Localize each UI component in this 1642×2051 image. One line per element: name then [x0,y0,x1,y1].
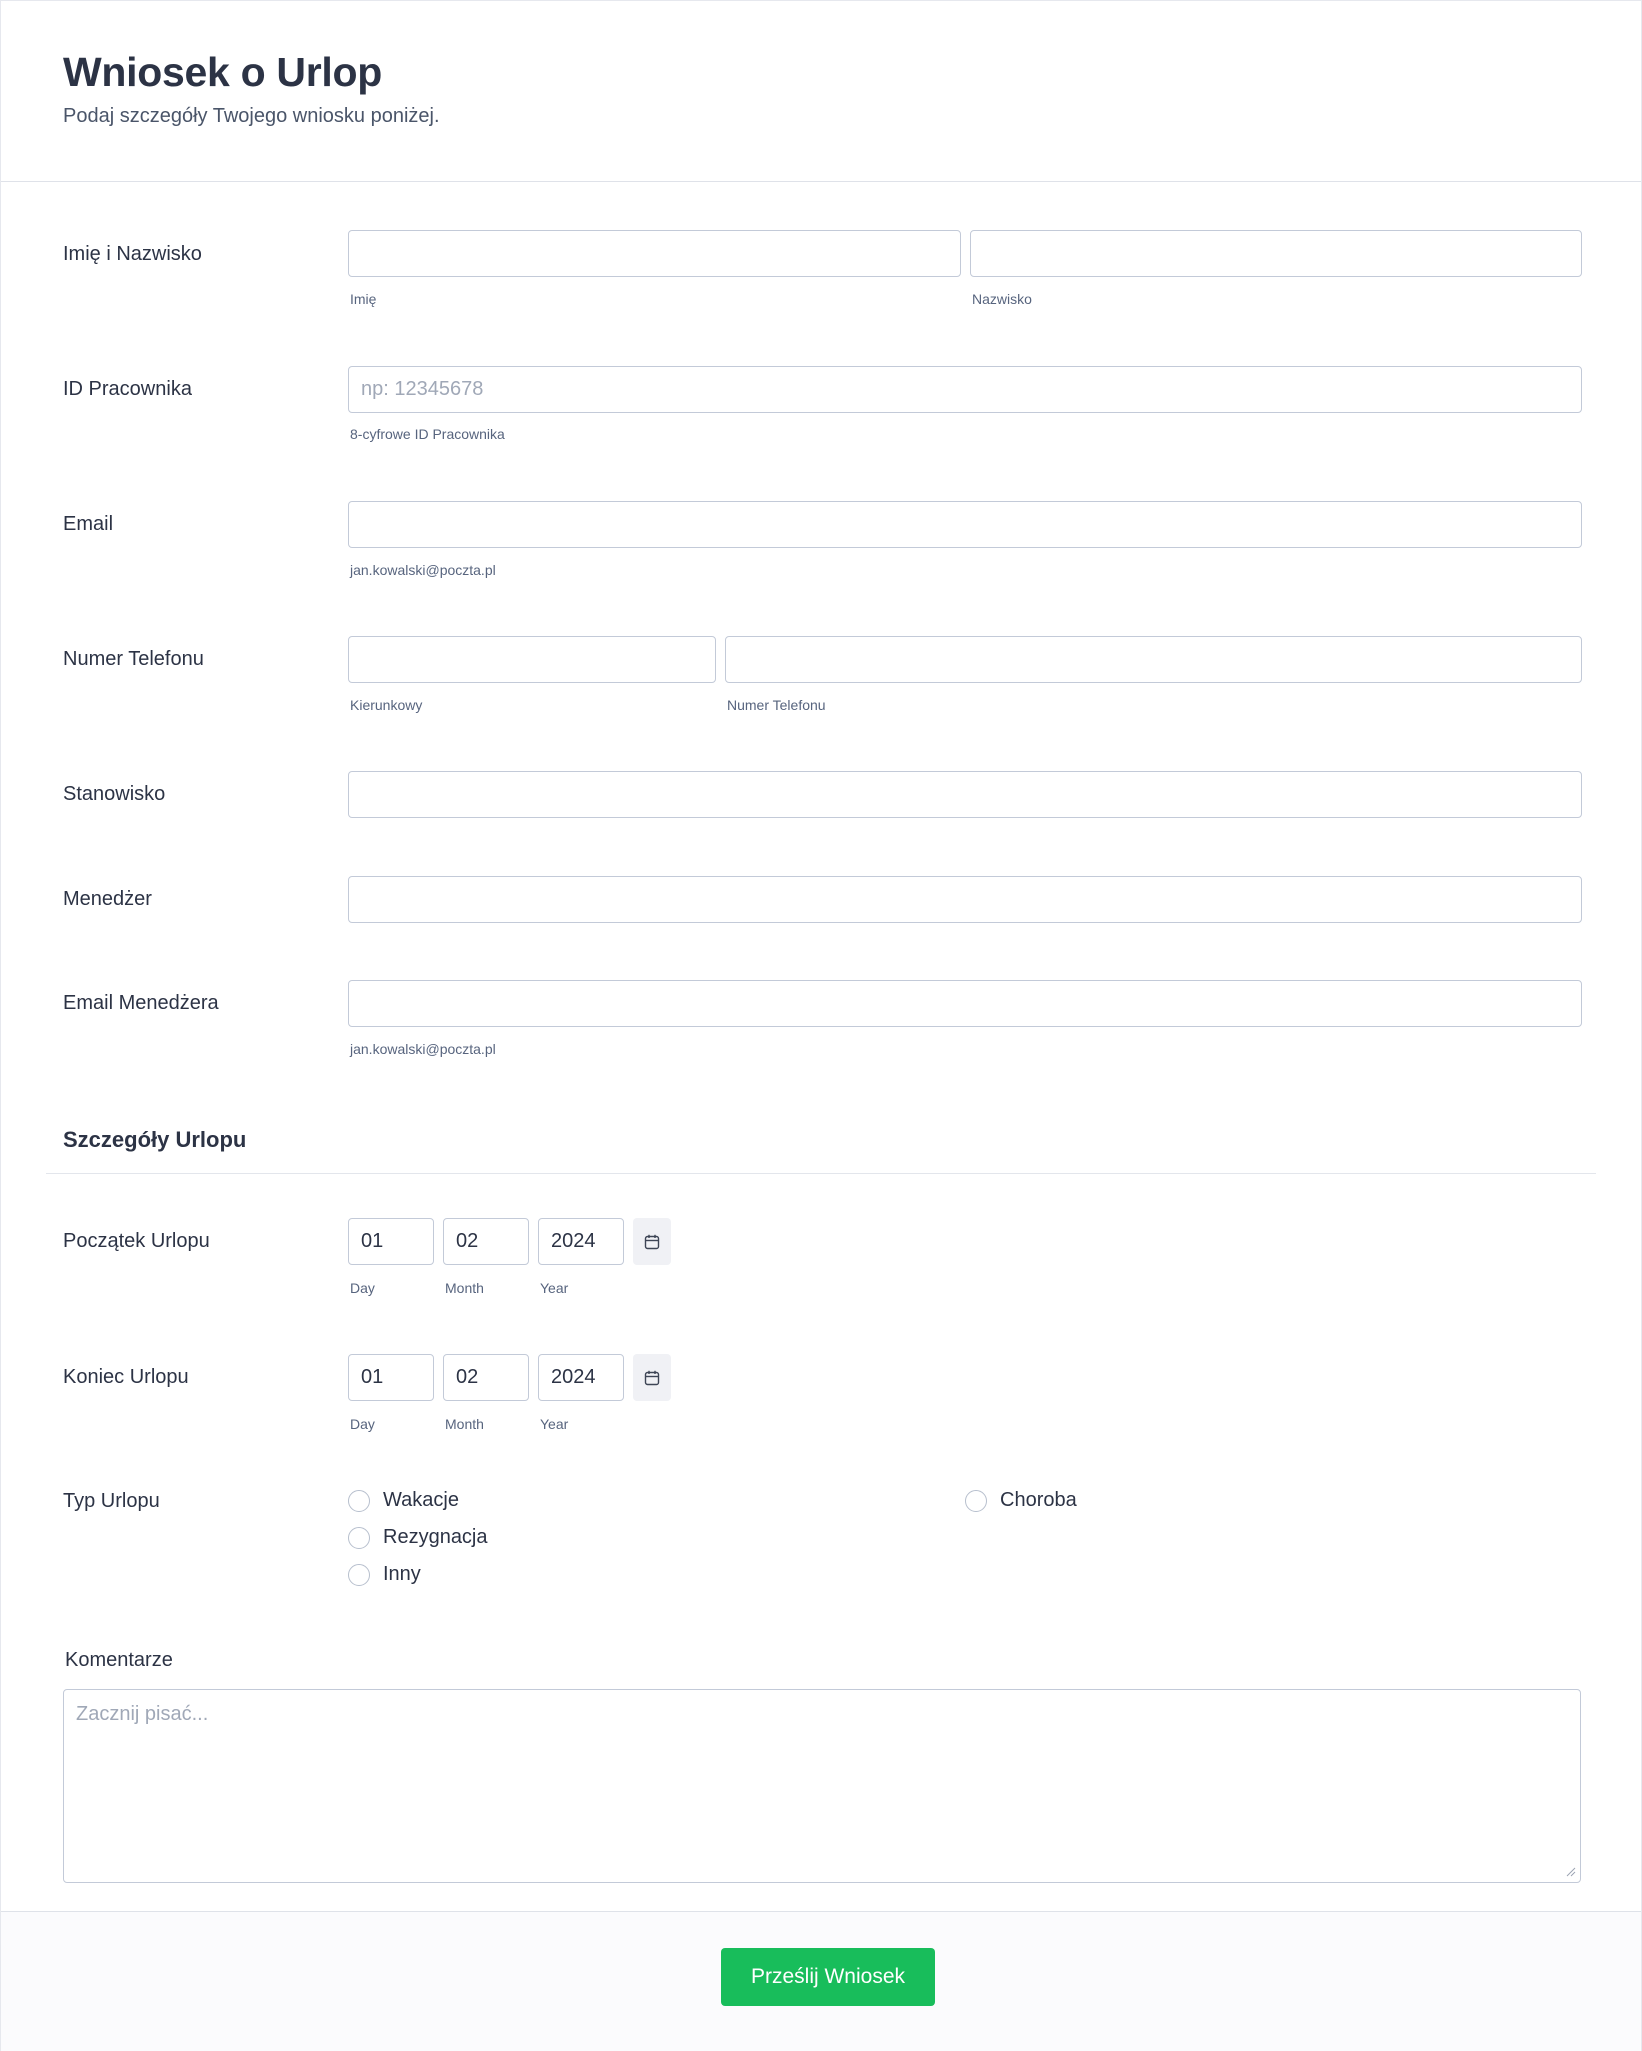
first-name-sublabel: Imię [350,291,377,307]
leave-end-year-input[interactable]: 2024 [538,1354,624,1401]
leave-end-day-sublabel: Day [350,1416,375,1432]
leave-start-year-input[interactable]: 2024 [538,1218,624,1265]
radio-circle-icon[interactable] [348,1564,370,1586]
manager-email-label: Email Menedżera [63,992,219,1014]
last-name-sublabel: Nazwisko [972,291,1032,307]
calendar-icon[interactable] [633,1354,671,1401]
calendar-icon-glyph [644,1234,660,1250]
employee-id-label: ID Pracownika [63,378,192,400]
manager-email-sublabel: jan.kowalski@poczta.pl [350,1041,496,1057]
first-name-input[interactable] [348,230,961,277]
employee-id-input[interactable] [348,366,1582,413]
radio-option-label: Rezygnacja [383,1526,488,1548]
radio-option-label: Choroba [1000,1489,1077,1511]
leave-details-heading: Szczegóły Urlopu [63,1127,247,1152]
employee-id-sublabel: 8-cyfrowe ID Pracownika [350,426,505,442]
form-header [1,1,1641,182]
email-input[interactable] [348,501,1582,548]
radio-option-inny[interactable] [348,1563,421,1586]
manager-label: Menedżer [63,888,152,910]
full-name-label: Imię i Nazwisko [63,243,202,265]
last-name-input[interactable] [970,230,1582,277]
radio-circle-icon[interactable] [348,1490,370,1512]
position-input[interactable] [348,771,1582,818]
position-label: Stanowisko [63,783,166,805]
comments-label: Komentarze [65,1649,173,1671]
radio-option-label: Inny [383,1563,421,1585]
leave-end-label: Koniec Urlopu [63,1366,189,1388]
leave-end-year-sublabel: Year [540,1416,569,1432]
leave-end-day-input[interactable]: 01 [348,1354,434,1401]
resize-grip-icon[interactable] [1566,1867,1576,1877]
leave-start-label: Początek Urlopu [63,1230,210,1252]
phone-number-sublabel: Numer Telefonu [727,697,826,713]
leave-start-day-sublabel: Day [350,1280,375,1296]
section-divider [46,1173,1596,1174]
email-sublabel: jan.kowalski@poczta.pl [350,562,496,578]
area-code-input[interactable] [348,636,716,683]
radio-circle-icon[interactable] [965,1490,987,1512]
leave-start-day-input[interactable]: 01 [348,1218,434,1265]
radio-option-rezygnacja[interactable] [348,1526,488,1549]
comments-textarea[interactable] [63,1689,1581,1883]
form-title: Wniosek o Urlop [63,49,382,95]
radio-option-wakacje[interactable] [348,1489,459,1512]
leave-start-month-sublabel: Month [445,1280,484,1296]
phone-label: Numer Telefonu [63,648,204,670]
leave-type-label: Typ Urlopu [63,1490,160,1512]
calendar-icon-glyph [644,1370,660,1386]
calendar-icon[interactable] [633,1218,671,1265]
email-label: Email [63,513,114,535]
area-code-sublabel: Kierunkowy [350,697,423,713]
leave-start-year-sublabel: Year [540,1280,569,1296]
leave-end-month-input[interactable]: 02 [443,1354,529,1401]
radio-option-choroba[interactable] [965,1489,1077,1512]
leave-end-month-sublabel: Month [445,1416,484,1432]
form-subtitle: Podaj szczegóły Twojego wniosku poniżej. [63,105,440,127]
phone-number-input[interactable] [725,636,1582,683]
radio-circle-icon[interactable] [348,1527,370,1549]
radio-option-label: Wakacje [383,1489,459,1511]
submit-button[interactable]: Prześlij Wniosek [721,1948,935,2006]
manager-email-input[interactable] [348,980,1582,1027]
manager-input[interactable] [348,876,1582,923]
leave-start-month-input[interactable]: 02 [443,1218,529,1265]
